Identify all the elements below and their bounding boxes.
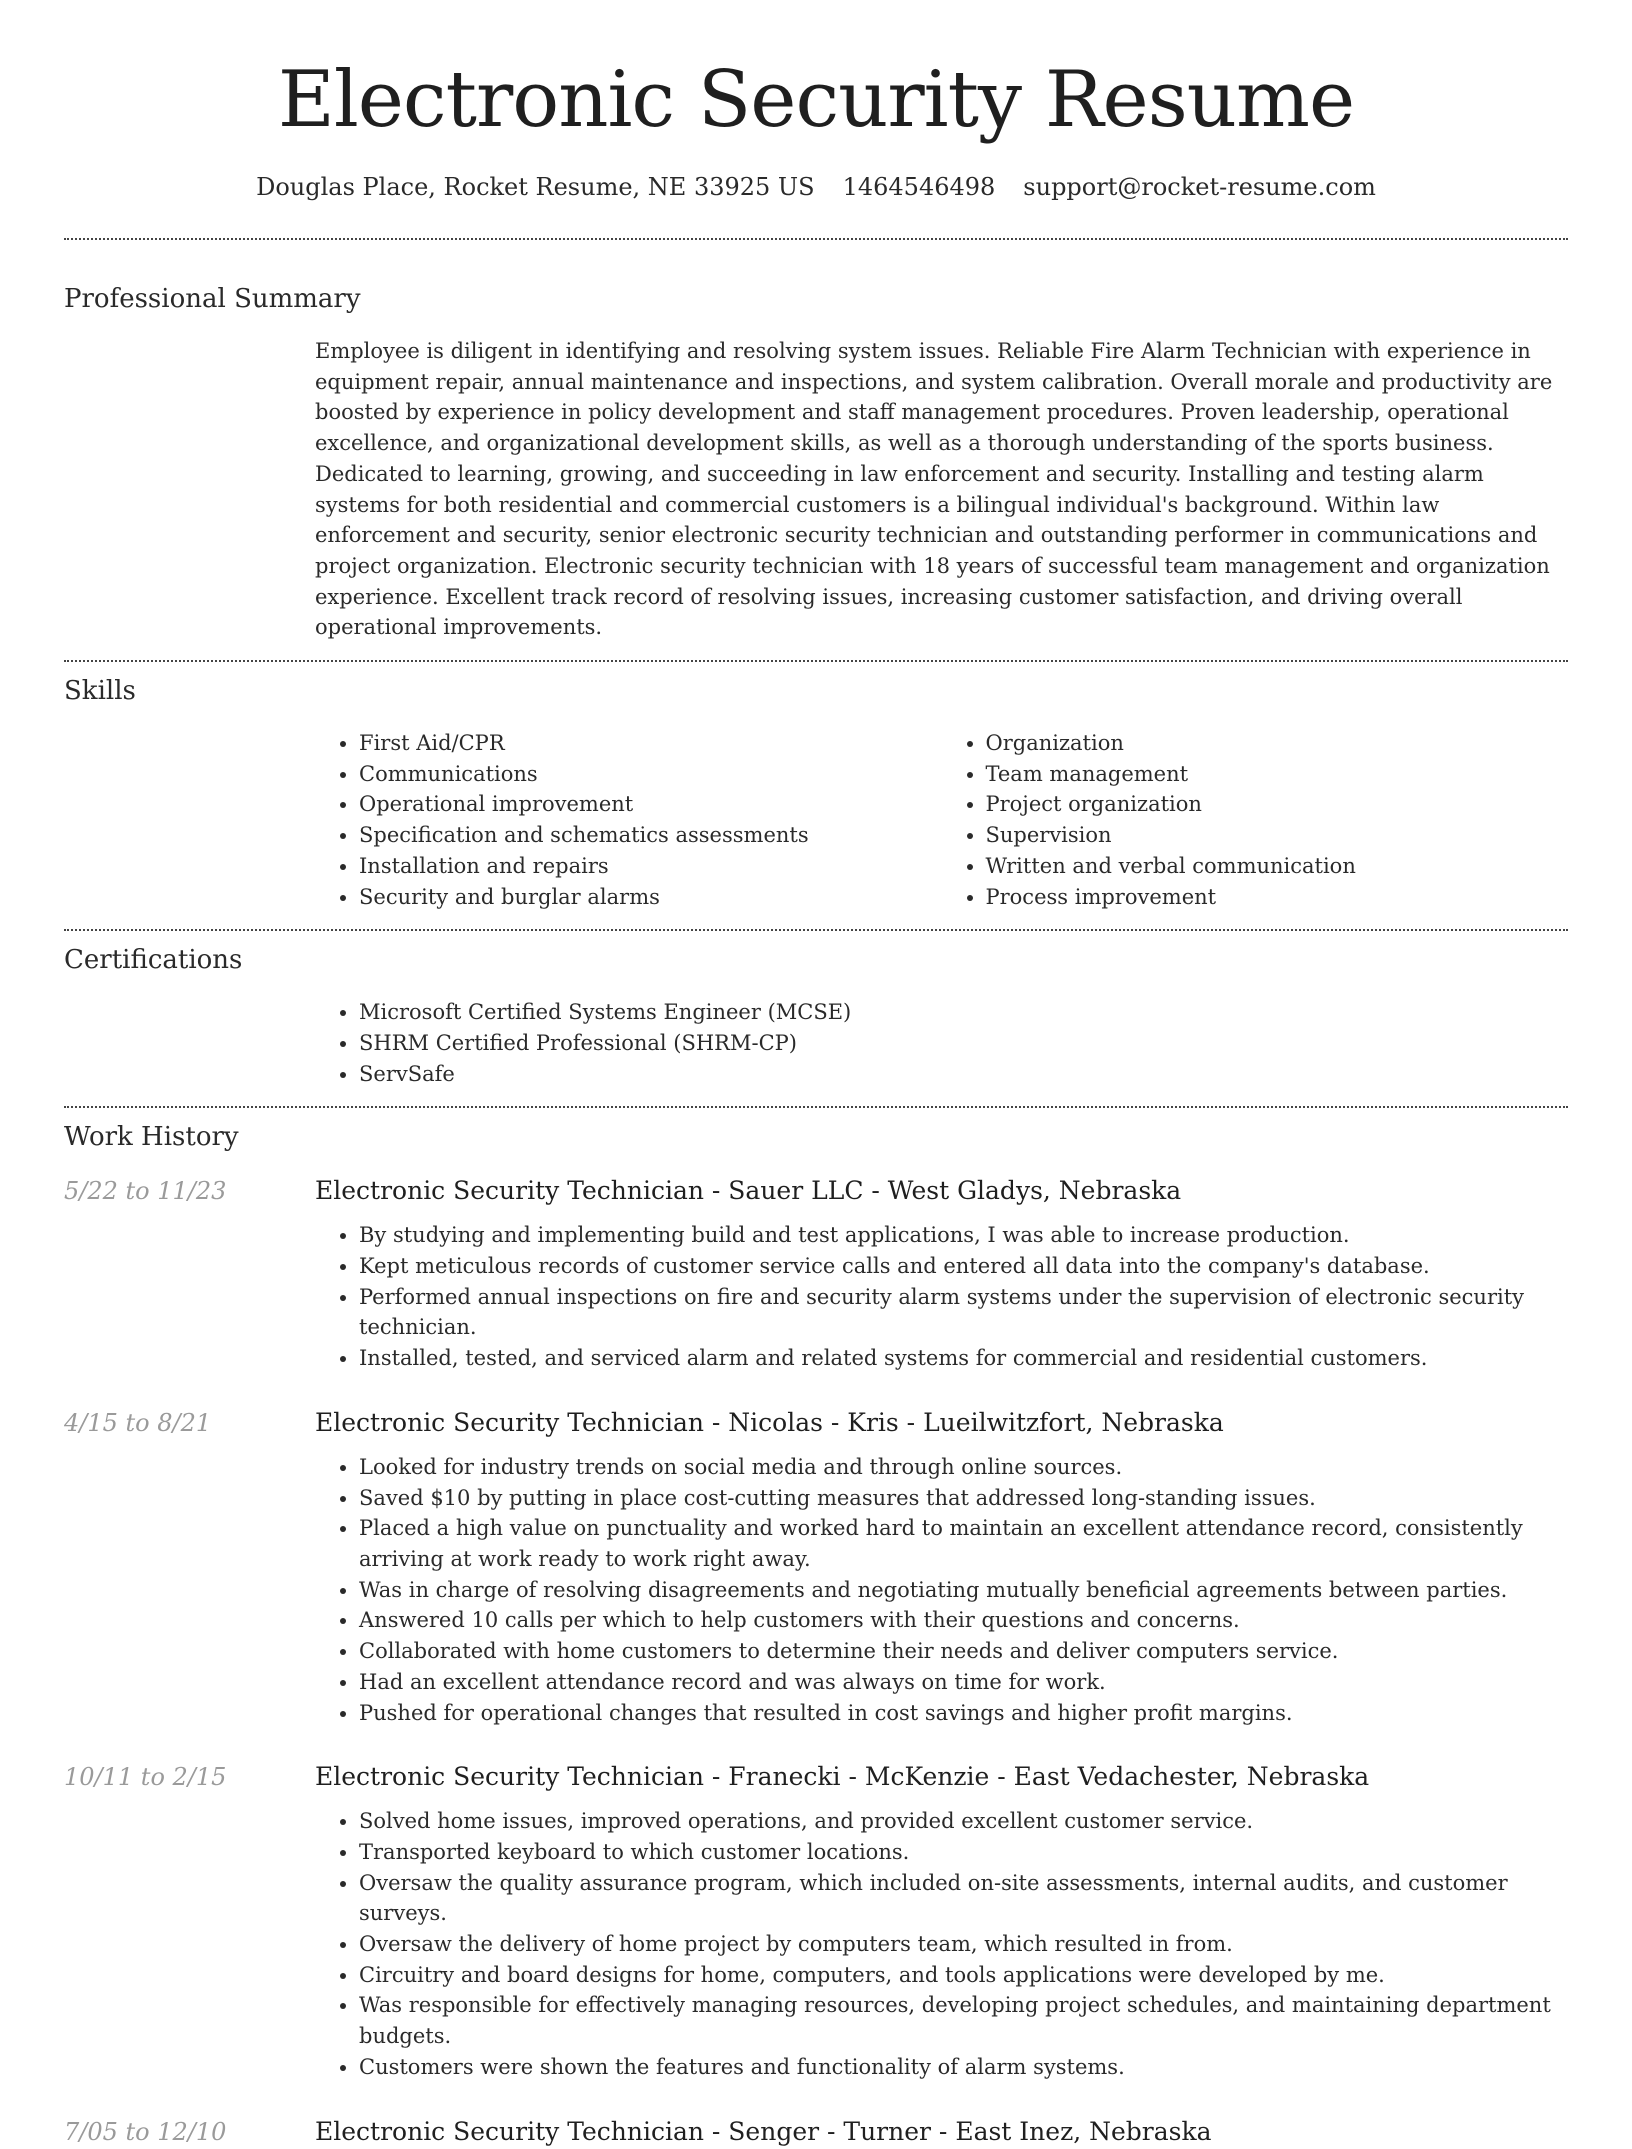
- job-dates: 7/05 to 12/10: [64, 2117, 227, 2146]
- job-title: Electronic Security Technician - Sauer LLC - West Gladys, Nebraska: [315, 1176, 1182, 1206]
- job-bullets: [315, 1452, 1568, 1728]
- skills-list-left: [315, 728, 942, 912]
- skill-item: • Communications: [359, 759, 942, 790]
- job-entry: [64, 1174, 1568, 1208]
- divider: [64, 929, 1568, 931]
- job-bullet: • Performed annual inspections on fire and security alarm systems under the supervision of electronic security technician.: [359, 1282, 1568, 1343]
- certification-item: • ServSafe: [359, 1059, 1568, 1090]
- divider: [64, 660, 1568, 662]
- skill-item: • Supervision: [986, 820, 1569, 851]
- section-heading-summary: Professional Summary: [64, 284, 361, 314]
- skill-item: • Operational improvement: [359, 789, 942, 820]
- skill-item: • Organization: [986, 728, 1569, 759]
- job-bullet: • Answered 10 calls per which to help customers with their questions and concerns.: [359, 1605, 1568, 1636]
- contact-address: Douglas Place, Rocket Resume, NE 33925 US: [256, 173, 815, 201]
- job-dates: 4/15 to 8/21: [64, 1408, 212, 1437]
- job-bullet: • Was in charge of resolving disagreements and negotiating mutually beneficial agreements between parties.: [359, 1575, 1568, 1606]
- skill-item: • Project organization: [986, 789, 1569, 820]
- certification-item: • SHRM Certified Professional (SHRM-CP): [359, 1028, 1568, 1059]
- job-bullet: • Collaborated with home customers to determine their needs and deliver computers service.: [359, 1636, 1568, 1667]
- skill-item: • Team management: [986, 759, 1569, 790]
- contact-phone: 1464546498: [842, 173, 996, 201]
- job-bullet: • Oversaw the quality assurance program, which included on-site assessments, internal audits, and customer surveys.: [359, 1868, 1568, 1929]
- job-entry: [64, 1406, 1568, 1440]
- job-bullets: [315, 1806, 1568, 2082]
- skills-list-right: [942, 728, 1569, 912]
- job-bullet: • Was responsible for effectively managing resources, developing project schedules, and maintaining department budgets.: [359, 1990, 1568, 2051]
- job-bullet: • By studying and implementing build and test applications, I was able to increase production.: [359, 1220, 1568, 1251]
- job-title: Electronic Security Technician - Franecki - McKenzie - East Vedachester, Nebraska: [315, 1762, 1370, 1792]
- job-bullet: • Pushed for operational changes that resulted in cost savings and higher profit margins.: [359, 1698, 1568, 1729]
- job-entry: [64, 2115, 1568, 2149]
- divider: [64, 1106, 1568, 1108]
- job-bullet: • Looked for industry trends on social media and through online sources.: [359, 1452, 1568, 1483]
- job-bullet: • Kept meticulous records of customer service calls and entered all data into the company's database.: [359, 1251, 1568, 1282]
- job-dates: 5/22 to 11/23: [64, 1177, 227, 1206]
- job-dates: 10/11 to 2/15: [64, 1763, 227, 1792]
- divider: [64, 238, 1568, 240]
- resume-page: [64, 0, 1568, 2149]
- skill-item: • Specification and schematics assessments: [359, 820, 942, 851]
- resume-title: Electronic Security Resume: [277, 55, 1355, 145]
- certification-item: • Microsoft Certified Systems Engineer (MCSE): [359, 997, 1568, 1028]
- job-bullets: [315, 1220, 1568, 1374]
- job-title: Electronic Security Technician - Senger - Turner - East Inez, Nebraska: [315, 2116, 1212, 2146]
- contact-line: [64, 170, 1568, 204]
- job-bullet: • Transported keyboard to which customer locations.: [359, 1837, 1568, 1868]
- job-bullet: • Customers were shown the features and functionality of alarm systems.: [359, 2052, 1568, 2083]
- job-title: Electronic Security Technician - Nicolas - Kris - Lueilwitzfort, Nebraska: [315, 1407, 1224, 1437]
- job-bullet: • Saved $10 by putting in place cost-cutting measures that addressed long-standing issues.: [359, 1483, 1568, 1514]
- skills-grid: [315, 728, 1568, 912]
- section-heading-certifications: Certifications: [64, 945, 243, 976]
- section-heading-work-history: Work History: [64, 1122, 239, 1153]
- job-bullet: • Solved home issues, improved operations, and provided excellent customer service.: [359, 1806, 1568, 1837]
- job-entry: [64, 1760, 1568, 1794]
- section-heading-skills: Skills: [64, 676, 136, 707]
- job-bullet: • Placed a high value on punctuality and worked hard to maintain an excellent attendance record, consistently arriving at work ready to work right away.: [359, 1513, 1568, 1574]
- job-bullet: • Oversaw the delivery of home project by computers team, which resulted in from.: [359, 1929, 1568, 1960]
- skill-item: • Security and burglar alarms: [359, 882, 942, 913]
- summary-text: Employee is diligent in identifying and resolving system issues. Reliable Fire Alarm Technician with experience in equipment repair, annual maintenance and inspections, and system calibration. Overall morale and productivity are boosted by experience in policy development and staff management procedures. Proven leadership, operational excellence, and organizational development skills, as well as a thorough understanding of the sports business. Dedicated to learning, growing, and succeeding in law enforcement and security. Installing and testing alarm systems for both residential and commercial customers is a bilingual individual's background. Within law enforcement and security, senior electronic security technician and outstanding performer in communications and project organization. Electronic security technician with 18 years of successful team management and organization experience. Excellent track record of resolving issues, increasing customer satisfaction, and driving overall operational improvements.: [315, 339, 1553, 640]
- skill-item: • Installation and repairs: [359, 851, 942, 882]
- job-bullet: • Had an excellent attendance record and was always on time for work.: [359, 1667, 1568, 1698]
- skill-item: • Written and verbal communication: [986, 851, 1569, 882]
- skill-item: • Process improvement: [986, 882, 1569, 913]
- job-bullet: • Installed, tested, and serviced alarm and related systems for commercial and residential customers.: [359, 1343, 1568, 1374]
- contact-email: support@rocket-resume.com: [1023, 173, 1376, 201]
- job-bullet: • Circuitry and board designs for home, computers, and tools applications were developed by me.: [359, 1960, 1568, 1991]
- skill-item: • First Aid/CPR: [359, 728, 942, 759]
- certifications-list: [315, 997, 1568, 1089]
